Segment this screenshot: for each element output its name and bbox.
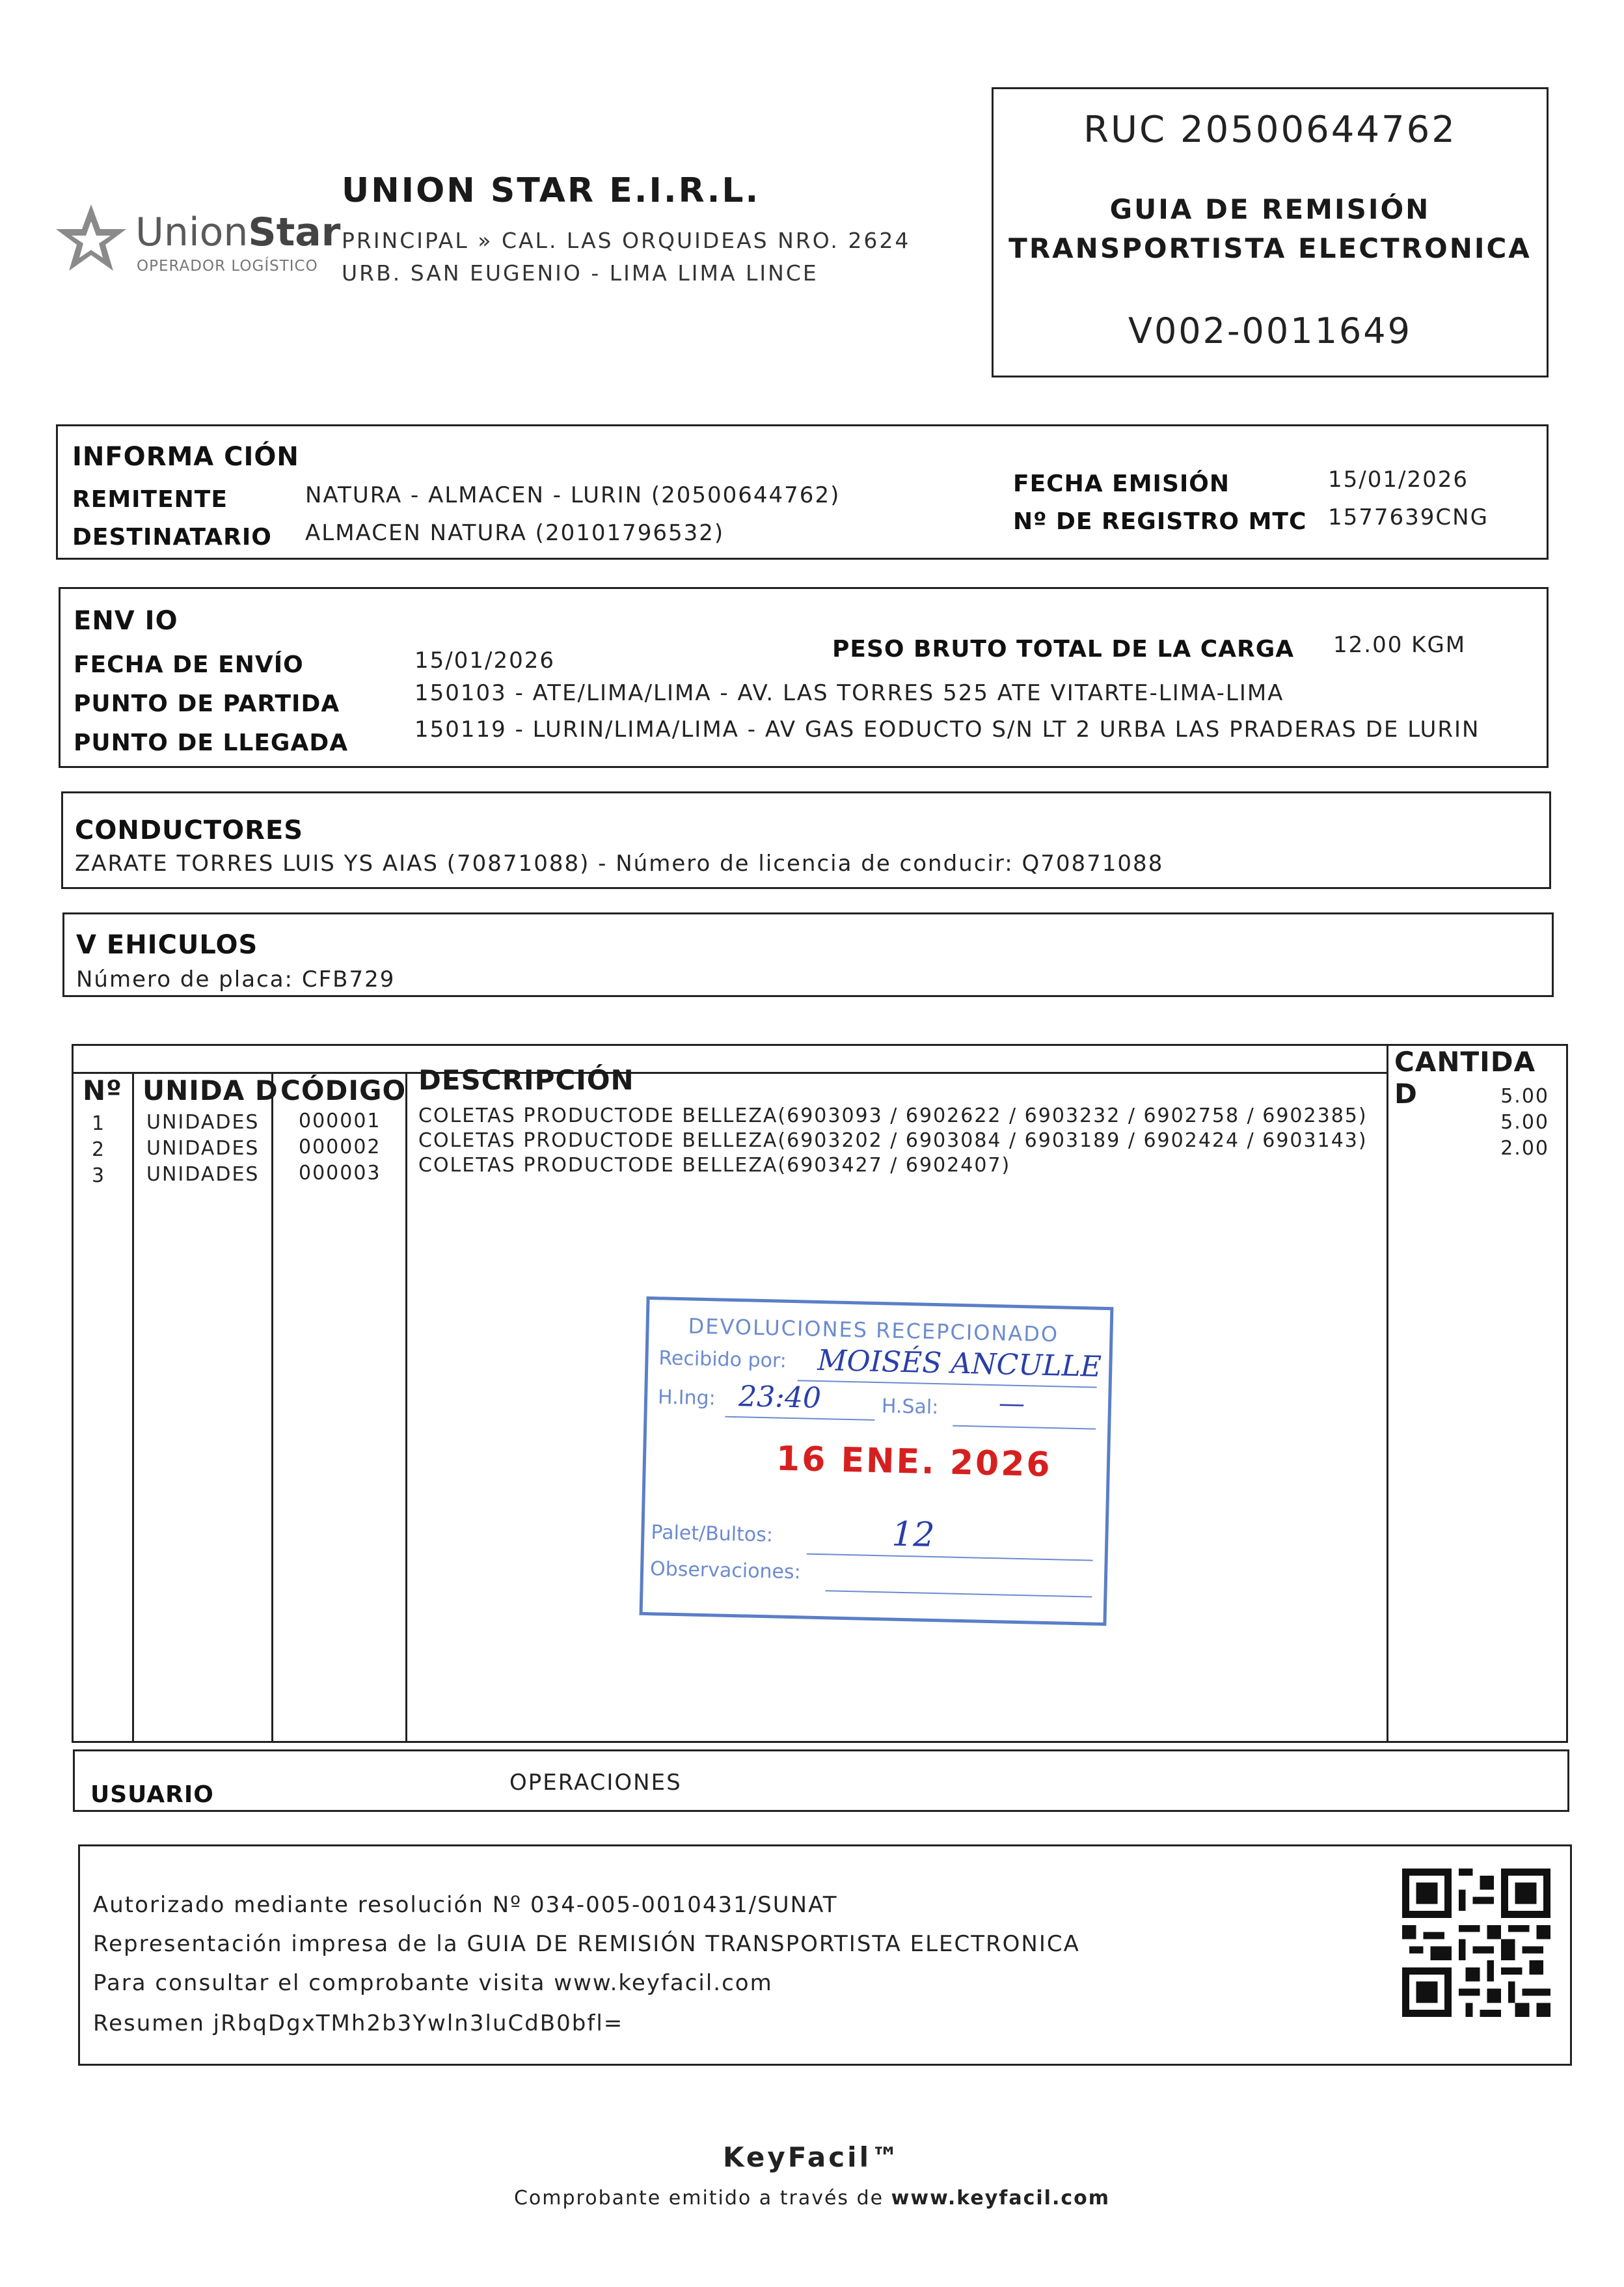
envio-section xyxy=(59,587,1549,768)
authorization-box xyxy=(78,1844,1572,2066)
usuario-value: OPERACIONES xyxy=(509,1770,682,1796)
peso-bruto-value: 12.00 KGM xyxy=(1333,632,1467,658)
column-divider xyxy=(1387,1046,1388,1741)
stamp-h-sal-value: — xyxy=(998,1388,1025,1419)
keyfacil-brand: KeyFacil™ xyxy=(723,2141,901,2173)
logo-tagline: OPERADOR LOGÍSTICO xyxy=(137,258,318,275)
logo-wordmark: UnionStar xyxy=(135,210,341,255)
stamp-field-line xyxy=(953,1425,1096,1430)
punto-partida-value: 150103 - ATE/LIMA/LIMA - AV. LAS TORRES 525 ATE VITARTE-LIMA-LIMA xyxy=(414,680,1284,706)
company-address-line2: URB. SAN EUGENIO - LIMA LIMA LINCE xyxy=(342,260,819,286)
row-unidad: UNIDADES xyxy=(146,1137,260,1160)
row-cantidad: 5.00 xyxy=(1500,1085,1549,1108)
qr-code-icon xyxy=(1402,1869,1550,2017)
usuario-section xyxy=(73,1749,1569,1812)
keyfacil-credit xyxy=(0,2187,1624,2210)
reception-stamp xyxy=(640,1296,1114,1626)
document-title-line1: GUIA DE REMISIÓN xyxy=(1109,193,1431,225)
conductores-title: CONDUCTORES xyxy=(75,815,304,845)
column-divider xyxy=(132,1073,134,1741)
fecha-envio-value: 15/01/2026 xyxy=(414,648,555,674)
row-num: 3 xyxy=(92,1164,106,1187)
vehiculos-title: V EHICULOS xyxy=(76,930,258,960)
company-address-line1: PRINCIPAL » CAL. LAS ORQUIDEAS NRO. 2624 xyxy=(342,228,911,253)
remitente-value: NATURA - ALMACEN - LURIN (20500644762) xyxy=(305,482,841,508)
punto-llegada-label: PUNTO DE LLEGADA xyxy=(74,730,349,756)
row-codigo: 000003 xyxy=(299,1162,381,1185)
stamp-recibido-label: Recibido por: xyxy=(658,1347,787,1373)
fecha-emision-value: 15/01/2026 xyxy=(1328,467,1468,493)
stamp-observaciones-label: Observaciones: xyxy=(649,1557,802,1584)
col-header-cantidad: CANTIDA D xyxy=(1394,1046,1536,1110)
row-descripcion: COLETAS PRODUCTODE BELLEZA(6903093 / 6902622 / 6903232 / 6902758 / 6902385) xyxy=(418,1104,1368,1127)
row-unidad: UNIDADES xyxy=(146,1163,260,1186)
remitente-label: REMITENTE xyxy=(72,486,228,513)
header-divider xyxy=(74,1072,1387,1074)
summary-hash: Resumen jRbqDgxTMh2b3Ywln3luCdB0bfl= xyxy=(93,2010,624,2036)
stamp-field-line xyxy=(725,1416,874,1421)
col-header-codigo: CÓDIGO xyxy=(280,1075,407,1106)
row-cantidad: 5.00 xyxy=(1500,1111,1549,1134)
column-divider xyxy=(405,1073,407,1741)
row-descripcion: COLETAS PRODUCTODE BELLEZA(6903427 / 6902407) xyxy=(418,1154,1011,1177)
peso-bruto-label: PESO BRUTO TOTAL DE LA CARGA xyxy=(832,636,1295,663)
registro-mtc-value: 1577639CNG xyxy=(1328,504,1489,530)
envio-title: ENV IO xyxy=(74,606,178,636)
fecha-envio-label: FECHA DE ENVÍO xyxy=(74,651,304,678)
keyfacil-credit-prefix: Comprobante emitido a través de xyxy=(513,2187,884,2210)
registro-mtc-label: Nº DE REGISTRO MTC xyxy=(1013,508,1307,535)
document-number: V002-0011649 xyxy=(1128,310,1412,351)
fecha-emision-label: FECHA EMISIÓN xyxy=(1013,471,1230,497)
logo xyxy=(52,195,341,293)
destinatario-value: ALMACEN NATURA (20101796532) xyxy=(305,520,725,546)
stamp-title: DEVOLUCIONES RECEPCIONADO xyxy=(688,1313,1059,1347)
conductor-value: ZARATE TORRES LUIS YS AIAS (70871088) - Número de licencia de conducir: Q70871088 xyxy=(75,851,1164,877)
authorization-line: Autorizado mediante resolución Nº 034-005-0010431/SUNAT xyxy=(93,1892,838,1918)
col-header-unidad: UNIDA D xyxy=(142,1075,278,1106)
column-divider xyxy=(271,1073,273,1741)
stamp-h-ing-label: H.Ing: xyxy=(657,1386,716,1410)
stamp-field-line xyxy=(807,1554,1093,1561)
informacion-section xyxy=(56,424,1549,560)
representation-line: Representación impresa de la GUIA DE REMISIÓN TRANSPORTISTA ELECTRONICA xyxy=(93,1931,1080,1957)
row-descripcion: COLETAS PRODUCTODE BELLEZA(6903202 / 6903084 / 6903189 / 6902424 / 6903143) xyxy=(418,1129,1368,1152)
destinatario-label: DESTINATARIO xyxy=(72,524,272,551)
row-num: 1 xyxy=(92,1112,106,1135)
stamp-date: 16 ENE. 2026 xyxy=(776,1439,1053,1485)
consult-line: Para consultar el comprobante visita www.keyfacil.com xyxy=(93,1970,773,1996)
informacion-title: INFORMA CIÓN xyxy=(72,442,299,472)
stamp-h-ing-value: 23:40 xyxy=(738,1380,822,1416)
col-header-num: Nº xyxy=(83,1075,122,1106)
row-cantidad: 2.00 xyxy=(1500,1137,1549,1160)
document-title-line2: TRANSPORTISTA ELECTRONICA xyxy=(1008,232,1532,264)
usuario-label: USUARIO xyxy=(90,1781,214,1808)
row-num: 2 xyxy=(92,1138,106,1161)
stamp-palet-label: Palet/Bultos: xyxy=(651,1521,774,1547)
col-header-descripcion: DESCRIPCIÓN xyxy=(418,1064,634,1096)
stamp-h-sal-label: H.Sal: xyxy=(881,1395,939,1419)
placa-value: Número de placa: CFB729 xyxy=(76,966,396,993)
punto-llegada-value: 150119 - LURIN/LIMA/LIMA - AV GAS EODUCTO S/N LT 2 URBA LAS PRADERAS DE LURIN xyxy=(414,717,1480,743)
row-codigo: 000002 xyxy=(299,1136,381,1158)
conductores-section xyxy=(61,791,1551,889)
stamp-field-line xyxy=(825,1590,1092,1597)
document-id-box xyxy=(992,87,1549,377)
stamp-recibido-value: MOISÉS ANCULLE xyxy=(817,1343,1102,1384)
row-codigo: 000001 xyxy=(299,1110,381,1132)
company-name: UNION STAR E.I.R.L. xyxy=(342,171,761,210)
keyfacil-link[interactable]: www.keyfacil.com xyxy=(891,2187,1111,2210)
row-unidad: UNIDADES xyxy=(146,1111,260,1134)
vehiculos-section xyxy=(62,912,1554,997)
ruc-number: RUC 20500644762 xyxy=(1083,109,1457,151)
stamp-palet-value: 12 xyxy=(891,1514,936,1555)
star-logo-icon xyxy=(52,202,130,280)
punto-partida-label: PUNTO DE PARTIDA xyxy=(74,691,340,717)
